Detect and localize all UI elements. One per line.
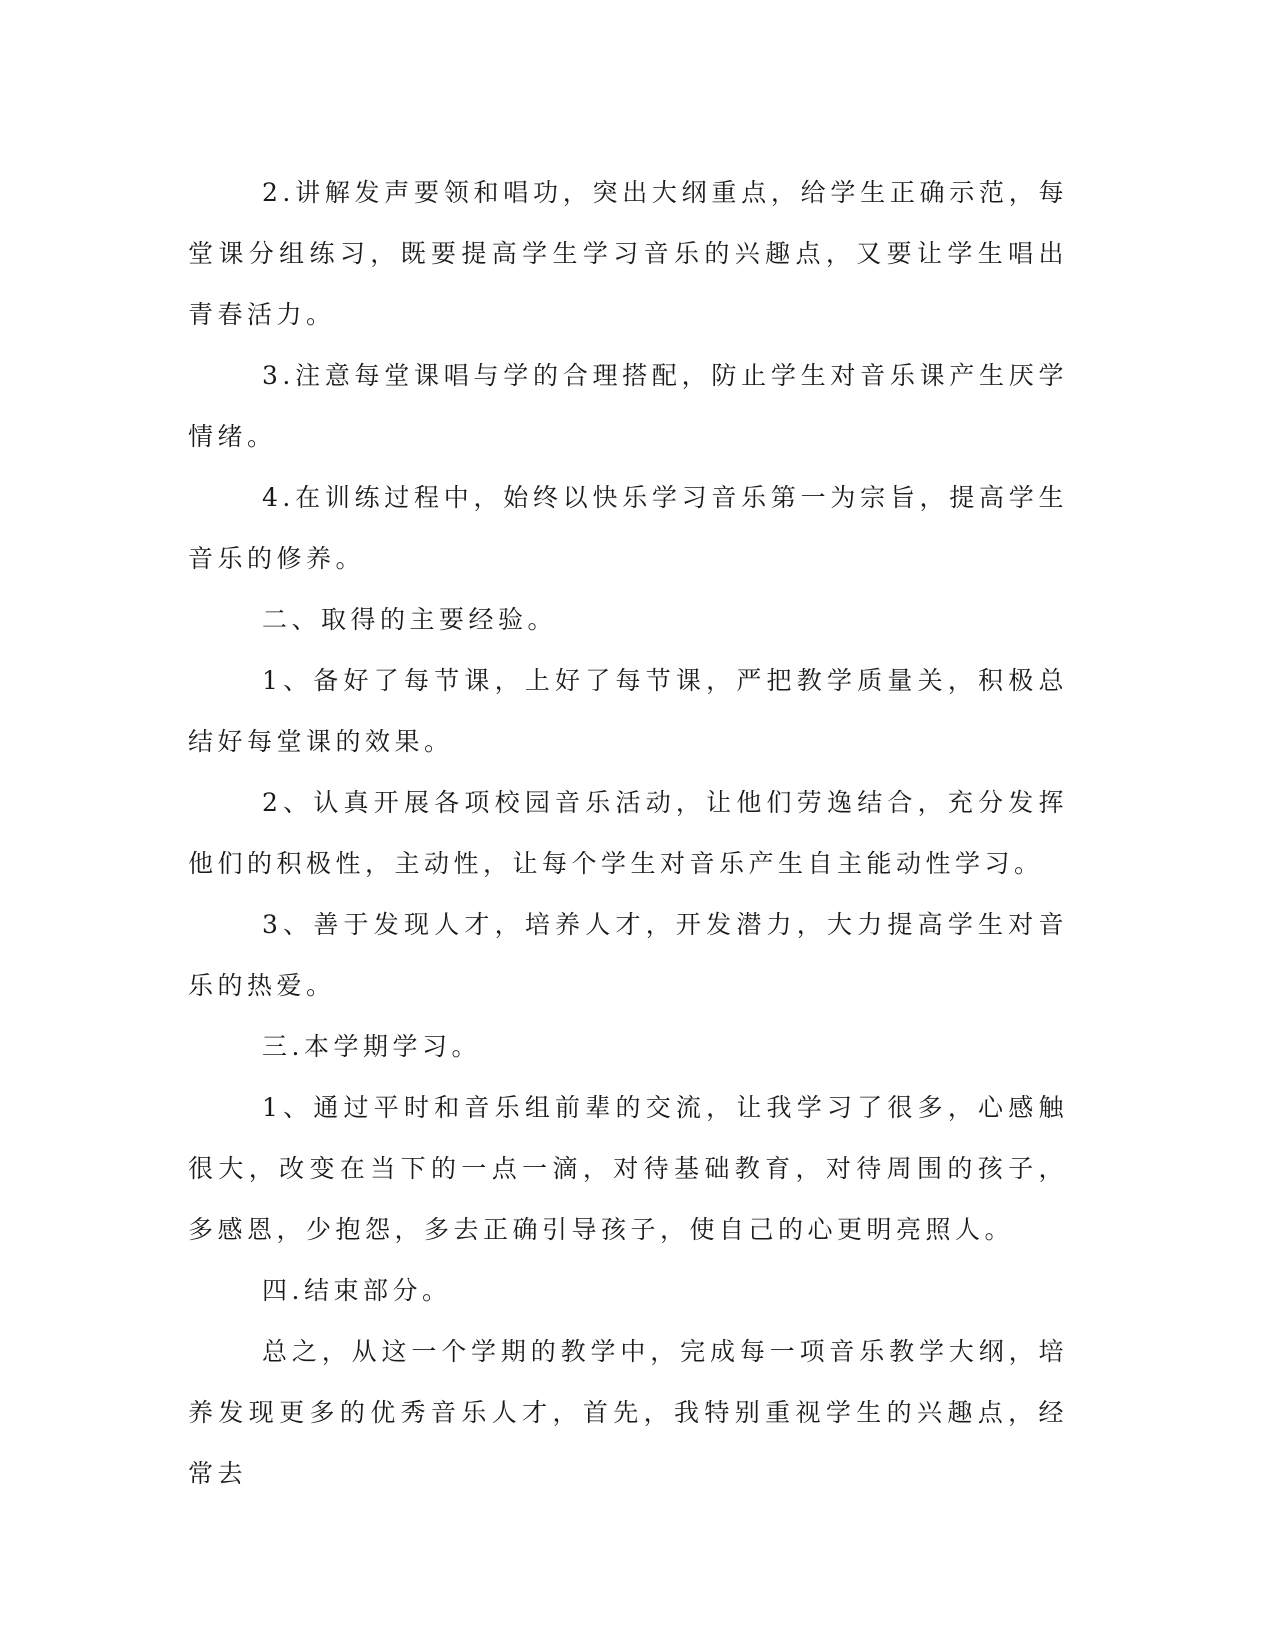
- paragraph-teaching-demonstration: 2.讲解发声要领和唱功，突出大纲重点，给学生正确示范，每堂课分组练习，既要提高学生学习音乐的兴趣点，又要让学生唱出青春活力。: [188, 178, 1068, 329]
- document-body: [188, 162, 1068, 1504]
- section-heading-semester-study: 三.本学期学习。: [262, 1032, 481, 1061]
- paragraph-campus-activities: 2、认真开展各项校园音乐活动，让他们劳逸结合，充分发挥他们的积极性，主动性，让每个学生对音乐产生自主能动性学习。: [188, 788, 1068, 878]
- paragraph-summary: 总之，从这一个学期的教学中，完成每一项音乐教学大纲，培养发现更多的优秀音乐人才，首先，我特别重视学生的兴趣点，经常去: [188, 1337, 1068, 1488]
- paragraph-happy-learning: 4.在训练过程中，始终以快乐学习音乐第一为宗旨，提高学生音乐的修养。: [188, 483, 1068, 573]
- paragraph-lesson-preparation: 1、备好了每节课，上好了每节课，严把教学质量关，积极总结好每堂课的效果。: [188, 666, 1068, 756]
- paragraph-lesson-balance: 3.注意每堂课唱与学的合理搭配，防止学生对音乐课产生厌学情绪。: [188, 361, 1068, 451]
- paragraph-peer-exchange: 1、通过平时和音乐组前辈的交流，让我学习了很多，心感触很大，改变在当下的一点一滴，对待基础教育，对待周围的孩子，多感恩，少抱怨，多去正确引导孩子，使自己的心更明亮照人。: [188, 1093, 1068, 1244]
- section-heading-experience: 二、取得的主要经验。: [262, 605, 558, 634]
- section-heading-conclusion: 四.结束部分。: [262, 1276, 452, 1305]
- paragraph-talent-discovery: 3、善于发现人才，培养人才，开发潜力，大力提高学生对音乐的热爱。: [188, 910, 1068, 1000]
